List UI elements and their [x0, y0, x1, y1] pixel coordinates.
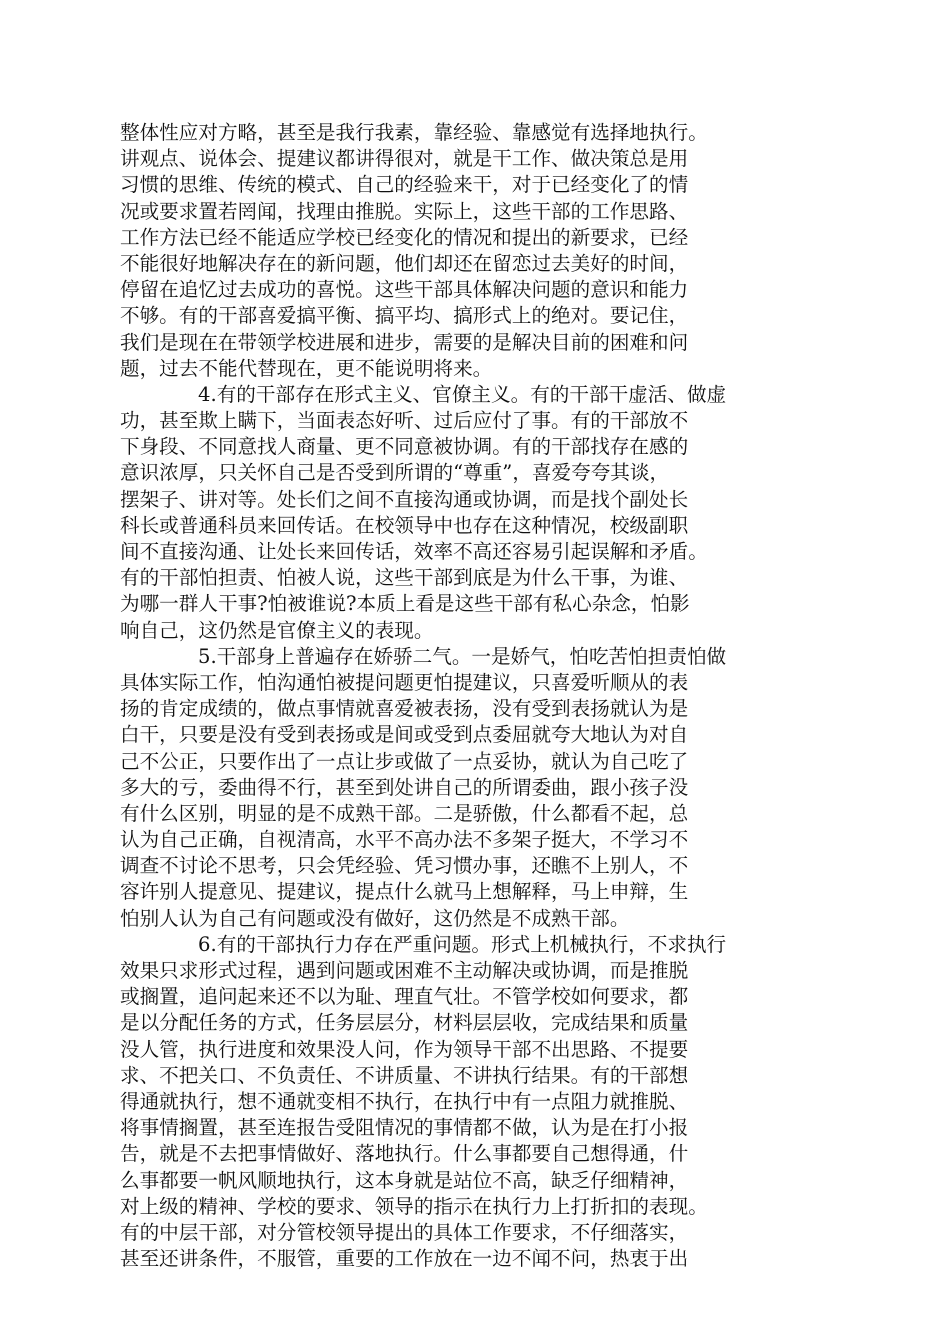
text-line: 功，甚至欺上瞒下，当面表态好听、过后应付了事。有的干部放不	[120, 409, 689, 433]
text-line: 对上级的精神、学校的要求、领导的指示在执行力上打折扣的表现。	[120, 1194, 708, 1218]
text-line: 习惯的思维、传统的模式、自己的经验来干，对于已经变化了的情	[120, 173, 689, 197]
text-line: 得通就执行，想不通就变相不执行，在执行中有一点阻力就推脱、	[120, 1089, 689, 1113]
text-line: 讲观点、说体会、提建议都讲得很对，就是干工作、做决策总是用	[120, 147, 689, 171]
paragraph-first-line: 6.有的干部执行力存在严重问题。形式上机械执行，不求执行	[198, 932, 727, 956]
paragraph-first-line: 5.干部身上普遍存在娇骄二气。一是娇气，怕吃苦怕担责怕做	[198, 644, 727, 668]
text-line: 工作方法已经不能适应学校已经变化的情况和提出的新要求，已经	[120, 225, 689, 249]
text-line: 为哪一群人干事?怕被谁说?本质上看是这些干部有私心杂念，怕影	[120, 592, 690, 616]
text-line: 求、不把关口、不负责任、不讲质量、不讲执行结果。有的干部想	[120, 1063, 689, 1087]
text-line: 有什么区别，明显的是不成熟干部。二是骄傲，什么都看不起，总	[120, 801, 689, 825]
text-line: 不能很好地解决存在的新问题，他们却还在留恋过去美好的时间，	[120, 251, 689, 275]
text-line: 调查不讨论不思考，只会凭经验、凭习惯办事，还瞧不上别人，不	[120, 854, 689, 878]
text-line: 响自己，这仍然是官僚主义的表现。	[120, 618, 434, 642]
text-line: 是以分配任务的方式，任务层层分，材料层层收，完成结果和质量	[120, 1011, 689, 1035]
text-line: 有的中层干部，对分管校领导提出的具体工作要求，不仔细落实，	[120, 1220, 689, 1244]
text-line: 停留在追忆过去成功的喜悦。这些干部具体解决问题的意识和能力	[120, 278, 689, 302]
text-line: 有的干部怕担责、怕被人说，这些干部到底是为什么干事，为谁、	[120, 566, 689, 590]
text-line: 己不公正，只要作出了一点让步或做了一点妥协，就认为自己吃了	[120, 749, 689, 773]
paragraph-first-line: 4.有的干部存在形式主义、官僚主义。有的干部干虚活、做虚	[198, 382, 727, 406]
text-line: 题，过去不能代替现在，更不能说明将来。	[120, 356, 493, 380]
text-line: 意识浓厚，只关怀自己是否受到所谓的“尊重”，喜爱夸夸其谈，	[120, 461, 670, 485]
text-line: 认为自己正确，自视清高，水平不高办法不多架子挺大，不学习不	[120, 828, 689, 852]
text-line: 不够。有的干部喜爱搞平衡、搞平均、搞形式上的绝对。要记住，	[120, 304, 689, 328]
text-line: 整体性应对方略，甚至是我行我素，靠经验、靠感觉有选择地执行。	[120, 121, 708, 144]
text-line: 摆架子、讲对等。处长们之间不直接沟通或协调，而是找个副处长	[120, 487, 689, 511]
text-line: 容许别人提意见、提建议，提点什么就马上想解释，马上申辩，生	[120, 880, 689, 904]
text-line: 怕别人认为自己有问题或没有做好，这仍然是不成熟干部。	[120, 906, 630, 930]
document-page	[120, 120, 830, 1272]
text-line: 多大的亏，委曲得不行，甚至到处讲自己的所谓委曲，跟小孩子没	[120, 775, 689, 799]
text-line: 没人管，执行进度和效果没人问，作为领导干部不出思路、不提要	[120, 1037, 689, 1061]
text-line: 扬的肯定成绩的，做点事情就喜爱被表扬，没有受到表扬就认为是	[120, 697, 689, 721]
text-line: 告，就是不去把事情做好、落地执行。什么事都要自己想得通，什	[120, 1142, 689, 1166]
text-line: 么事都要一帆风顺地执行，这本身就是站位不高，缺乏仔细精神，	[120, 1168, 689, 1192]
text-line: 下身段、不同意找人商量、更不同意被协调。有的干部找存在感的	[120, 435, 689, 459]
text-line: 我们是现在在带领学校进展和进步，需要的是解决目前的困难和问	[120, 330, 689, 354]
text-line: 或搁置，追问起来还不以为耻、理直气壮。不管学校如何要求，都	[120, 985, 689, 1009]
text-line: 况或要求置若罔闻，找理由推脱。实际上，这些干部的工作思路、	[120, 199, 689, 223]
text-line: 甚至还讲条件，不服管，重要的工作放在一边不闻不问，热衷于出	[120, 1247, 689, 1271]
text-line: 效果只求形式过程，遇到问题或困难不主动解决或协调，而是推脱	[120, 959, 689, 982]
text-line: 具体实际工作，怕沟通怕被提问题更怕提建议，只喜爱听顺从的表	[120, 670, 689, 694]
text-line: 白干，只要是没有受到表扬或是间或受到点委屈就夸大地认为对自	[120, 723, 689, 747]
text-line: 科长或普通科员来回传话。在校领导中也存在这种情况，校级副职	[120, 513, 689, 537]
text-line: 将事情搁置，甚至连报告受阻情况的事情都不做，认为是在打小报	[120, 1116, 689, 1140]
text-line: 间不直接沟通、让处长来回传话，效率不高还容易引起误解和矛盾。	[120, 540, 708, 563]
